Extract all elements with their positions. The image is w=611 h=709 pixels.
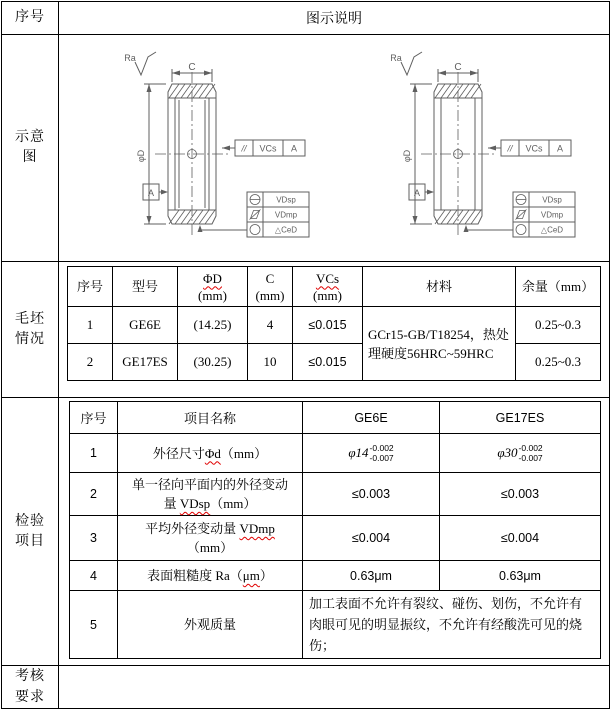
- cell-c: 10: [248, 344, 293, 381]
- roughness-symbol: [135, 52, 156, 75]
- cell-name: 平均外径变动量 VDmp（mm）: [118, 516, 303, 561]
- section-label-blank: 毛坯 情况: [2, 262, 59, 398]
- table-row: [70, 591, 601, 659]
- insp-col-ge17es: GE17ES: [440, 402, 601, 434]
- blank-section: [59, 262, 610, 398]
- cell-no: 2: [70, 473, 118, 516]
- stack-vdmp-label: VDmp: [540, 210, 564, 220]
- cell-ge17es: ≤0.004: [440, 516, 601, 561]
- table-row: [70, 434, 601, 473]
- datum-label: A: [413, 188, 421, 198]
- inspection-table: [69, 401, 601, 659]
- stack-vdmp-label: VDmp: [274, 210, 298, 220]
- insp-col-ge6e: GE6E: [303, 402, 440, 434]
- table-row: [70, 561, 601, 591]
- ring-drawing: [363, 44, 611, 258]
- blank-col-margin: 余量（mm）: [516, 267, 601, 307]
- roughness-label: Ra: [390, 53, 402, 63]
- stack-vdsp-label: VDsp: [276, 195, 296, 205]
- insp-col-no: 序号: [70, 402, 118, 434]
- blank-col-vcs: VCs (mm): [293, 267, 363, 307]
- blank-col-model: 型号: [113, 267, 178, 307]
- cell-name: 外径尺寸Φd（mm）: [118, 434, 303, 473]
- dim-d-label: φD: [136, 149, 146, 163]
- cell-appearance-note: 加工表面不允许有裂纹、碰伤、划伤，不允许有肉眼可见的明显振纹，不允许有经酸洗可见的烧伤；: [303, 591, 601, 659]
- frame-datum-label: A: [290, 143, 298, 154]
- page-title: 图示说明: [59, 2, 610, 35]
- section-label-inspection: 检验 项目: [2, 398, 59, 666]
- cell-no: 1: [70, 434, 118, 473]
- cell-material: GCr15-GB/T18254，热处理硬度56HRC~59HRC: [363, 307, 516, 381]
- frame-value-label: VCs: [525, 143, 543, 154]
- stack-vdsp-label: VDsp: [542, 195, 562, 205]
- cell-name: 单一径向平面内的外径变动量 VDsp（mm）: [118, 473, 303, 516]
- inspection-section: [59, 398, 610, 666]
- cell-ge6e: 0.63μm: [303, 561, 440, 591]
- stack-ced-label: △CeD: [540, 225, 564, 235]
- drawing-ge6e: [97, 44, 347, 258]
- cell-no: 1: [68, 307, 113, 344]
- dim-d-label: φD: [402, 149, 412, 163]
- roughness-label: Ra: [124, 53, 136, 63]
- cell-no: 4: [70, 561, 118, 591]
- sketch-area: [59, 35, 610, 262]
- cell-vcs: ≤0.015: [293, 344, 363, 381]
- assessment-content: [59, 666, 610, 709]
- section-label-assessment: 考核 要求: [2, 666, 59, 709]
- frame-datum-label: A: [556, 143, 564, 154]
- frame-value-label: VCs: [259, 143, 277, 154]
- cell-ge6e: φ14 -0.002 -0.007: [303, 434, 440, 473]
- spec-document-table: [1, 1, 610, 709]
- cell-name: 外观质量: [118, 591, 303, 659]
- cell-name: 表面粗糙度 Ra（μm）: [118, 561, 303, 591]
- blank-table: [67, 266, 601, 381]
- header-rowcol-label: 序号: [2, 2, 59, 35]
- cell-ge17es: ≤0.003: [440, 473, 601, 516]
- cell-margin: 0.25~0.3: [516, 344, 601, 381]
- blank-col-material: 材料: [363, 267, 516, 307]
- table-row: [70, 473, 601, 516]
- table-row: [68, 344, 601, 381]
- cell-ge17es: φ30 -0.002 -0.007: [440, 434, 601, 473]
- drawing-ge17es: [363, 44, 611, 258]
- frame-parallel-symbol: //: [241, 143, 247, 154]
- cell-c: 4: [248, 307, 293, 344]
- cell-no: 2: [68, 344, 113, 381]
- cell-model: GE17ES: [113, 344, 178, 381]
- table-row: [68, 307, 601, 344]
- cell-ge17es: 0.63μm: [440, 561, 601, 591]
- cell-d: (14.25): [178, 307, 248, 344]
- datum-label: A: [147, 188, 155, 198]
- dim-c-label: C: [188, 62, 196, 73]
- cell-vcs: ≤0.015: [293, 307, 363, 344]
- cell-model: GE6E: [113, 307, 178, 344]
- cell-ge6e: ≤0.004: [303, 516, 440, 561]
- cell-no: 5: [70, 591, 118, 659]
- blank-col-no: 序号: [68, 267, 113, 307]
- roughness-symbol: [401, 52, 422, 75]
- dim-c-label: C: [454, 62, 462, 73]
- cell-d: (30.25): [178, 344, 248, 381]
- section-label-sketch: 示意 图: [2, 35, 59, 262]
- cell-margin: 0.25~0.3: [516, 307, 601, 344]
- ring-drawing: [97, 44, 347, 258]
- insp-col-name: 项目名称: [118, 402, 303, 434]
- cell-ge6e: ≤0.003: [303, 473, 440, 516]
- blank-col-d: ΦD (mm): [178, 267, 248, 307]
- table-row: [70, 516, 601, 561]
- blank-col-c: C (mm): [248, 267, 293, 307]
- frame-parallel-symbol: //: [507, 143, 513, 154]
- stack-ced-label: △CeD: [274, 225, 298, 235]
- cell-no: 3: [70, 516, 118, 561]
